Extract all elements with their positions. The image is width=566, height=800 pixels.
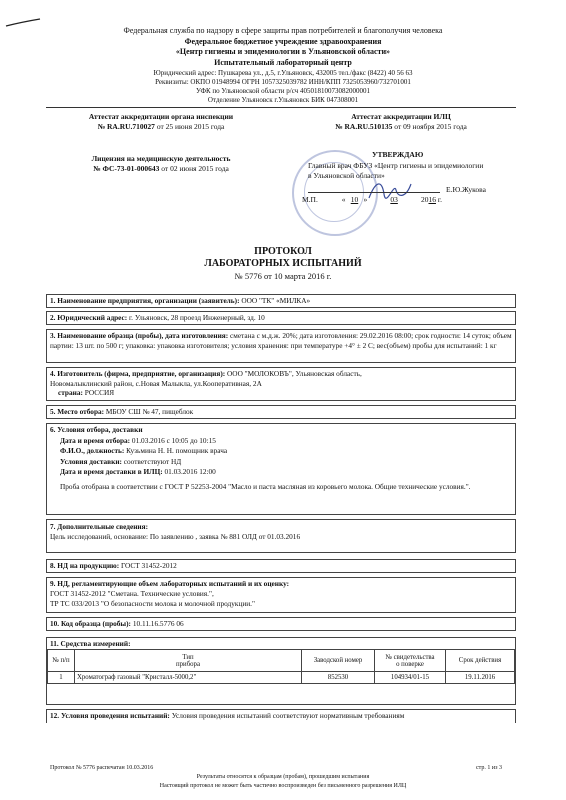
section-12: 12. Условия проведения испытаний: Условия проведения испытаний соответствуют нормативным требованиям	[46, 709, 516, 723]
approver-name: Е.Ю.Жукова	[446, 185, 486, 194]
bank-account: УФК по Ульяновской области р/сч 40501810073082000001	[196, 87, 370, 95]
requisites: Реквизиты: ОКПО 01948994 ОГРН 1057325039782 ИНН/КПП 7325053960/732701001	[155, 78, 411, 86]
approval-position-line2: в Ульяновской области»	[308, 171, 385, 180]
section-2: 2. Юридический адрес: г. Ульяновск, 28 проезд Инженерный, зд. 10	[46, 311, 516, 325]
approval-title: УТВЕРЖДАЮ	[372, 150, 424, 159]
protocol-title: ПРОТОКОЛ	[254, 246, 312, 257]
protocol-subtitle: ЛАБОРАТОРНЫХ ИСПЫТАНИЙ	[204, 258, 362, 269]
approval-date: М.П. « 10 » 03 2016 г.	[302, 195, 442, 204]
footer-page: стр. 1 из 3	[476, 765, 502, 771]
section-3: 3. Наименование образца (пробы), дата изготовления: сметана с м.д.ж. 20%; дата изготовления: 29.02.2016 08:00; срок годности: 14 суток; объем партии: 13 шт. по 500 г; упаковка: упаковка изготовителя; условия хранения: при температуре +4° ± 2 С; вес(объем) пробы для испытаний: 1 кг	[46, 329, 516, 363]
inspection-accreditation-number: № RA.RU.710027 от 25 июня 2015 года	[97, 122, 225, 131]
section-5: 5. Место отбора: МБОУ СШ № 47, пищеблок	[46, 405, 516, 419]
section-10: 10. Код образца (пробы): 10.11.16.5776 06	[46, 617, 516, 631]
section-11: 11. Средства измерений: № п/п Тип прибора Заводской номер № свидетельства о поверке Срок действия 1 Хроматограф газовый "Кристалл-5000,2" 852530 104934/01-15 19.11.2016	[46, 637, 516, 705]
lab-accreditation-title: Аттестат аккредитации ИЛЦ	[351, 112, 451, 121]
footer-note-1: Результаты относятся к образцам (пробам), прошедшим испытания	[196, 774, 370, 780]
protocol-number: № 5776 от 10 марта 2016 г.	[234, 271, 332, 281]
bank-branch: Отделение Ульяновск г.Ульяновск БИК 047308001	[207, 96, 359, 104]
col-header-num: № п/п	[48, 650, 75, 672]
inspection-accreditation-title: Аттестат аккредитации органа инспекции	[88, 112, 234, 121]
agency-line: Федеральная служба по надзору в сфере защиты прав потребителей и благополучия человека	[123, 26, 443, 35]
stamp-place-label: М.П.	[302, 195, 318, 204]
section-7: 7. Дополнительные сведения: Цель исследований, основание: По заявлению , заявка № 881 ОЛД от 01.03.2016	[46, 519, 516, 553]
institution-name: «Центр гигиены и эпидемиологии в Ульяновской области»	[175, 47, 391, 56]
lab-center-name: Испытательный лабораторный центр	[214, 58, 352, 67]
header-divider	[46, 107, 516, 108]
license-number: № ФС-73-01-000643 от 02 июня 2015 года	[93, 164, 229, 173]
equipment-table	[47, 649, 515, 684]
col-header-serial: Заводской номер	[302, 650, 375, 672]
section-8: 8. НД на продукцию: ГОСТ 31452-2012	[46, 559, 516, 573]
col-header-validity: Срок действия	[446, 650, 515, 672]
lab-accreditation-number: № RA.RU.510135 от 09 ноября 2015 года	[335, 122, 467, 131]
section-1: 1. Наименование предприятия, организации (заявитель): ООО "ТК" «МИЛКА»	[46, 294, 516, 308]
signature-line	[308, 192, 440, 193]
footer-printed: Протокол № 5776 распечатан 10.03.2016	[50, 765, 154, 771]
section-6: 6. Условия отбора, доставки Дата и время отбора: 01.03.2016 с 10:05 до 10:15 Ф.И.О., должность: Кузьмина Н. Н. помощник врача Условия доставки: соответствуют НД Дата и время доставки в ИЛЦ: 01.03.2016 12:00 Проба отобрана в соответствии с ГОСТ Р 52253-2004 "Масло и паста масляная из коровьего молока. Общие технические условия.".	[46, 423, 516, 515]
approval-position-line1: Главный врач ФБУЗ «Центр гигиены и эпидемиологии	[308, 161, 484, 170]
col-header-type: Тип прибора	[75, 650, 302, 672]
table-row: 1 Хроматограф газовый "Кристалл-5000,2" 852530 104934/01-15 19.11.2016	[48, 672, 515, 684]
section-4: 4. Изготовитель (фирма, предприятие, организация): ООО "МОЛОКОВЪ", Ульяновская область, Новомалыклинский район, с.Новая Малыкла, ул.Кооперативная, 2А страна: РОССИЯ	[46, 367, 516, 401]
col-header-certificate: № свидетельства о поверке	[375, 650, 446, 672]
institution-line: Федеральное бюджетное учреждение здравоохранения	[184, 37, 382, 46]
license-title: Лицензия на медицинскую деятельность	[91, 154, 231, 163]
footer-note-2: Настоящий протокол не может быть частично воспроизведен без письменного разрешения ИЛЦ	[159, 783, 407, 789]
section-9: 9. НД, регламентирующие объем лабораторных испытаний и их оценку: ГОСТ 31452-2012 "Сметана. Технические условия.", ТР ТС 033/2013 "О безопасности молока и молочной продукции."	[46, 577, 516, 613]
legal-address: Юридический адрес: Пушкарева ул., д.5, г.Ульяновск, 432005 тел./факс (8422) 40 56 63	[153, 69, 413, 77]
